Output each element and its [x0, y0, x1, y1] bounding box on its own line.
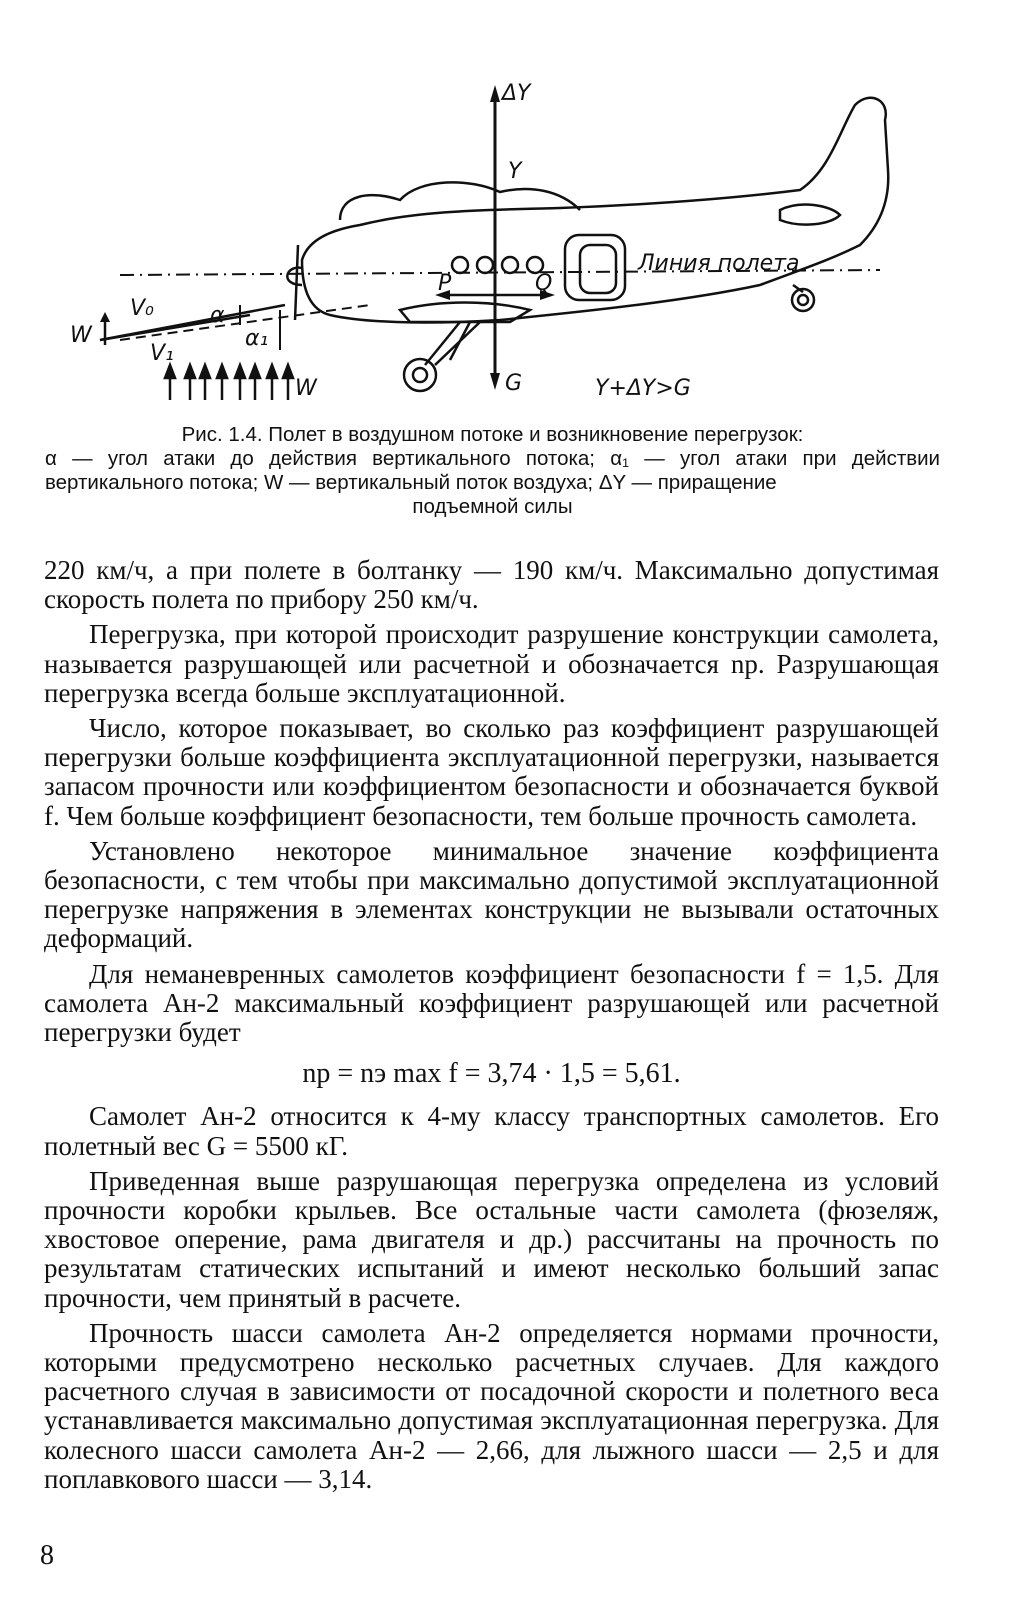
label-condition: Y+ΔY>G	[595, 376, 691, 401]
aircraft-figure	[40, 60, 980, 425]
label-w-left: W	[70, 323, 92, 348]
propeller	[287, 245, 302, 320]
paragraph: Для неманевренных самолетов коэффициент безопасности f = 1,5. Для самолета Ан-2 максимальный коэффициент разрушающей или расчетной перегрузки будет	[44, 958, 939, 1048]
caption-legend-end: подъемной силы	[412, 495, 573, 518]
paragraph: Установлено некоторое минимальное значение коэффициента безопасности, с тем чтобы при максимально допустимой эксплуатационной перегрузке напряжения в элементах конструкции не вызывали остаточных деформаций.	[44, 835, 939, 954]
label-p: P	[438, 271, 452, 296]
paragraph: Приведенная выше разрушающая перегрузка определена из условий прочности коробки крыльев. Все остальные части самолета (фюзеляж, хвостовое оперение, рама двигателя и др.) рассчитаны на прочность по результатам статических испытаний и имеют несколько больший запас прочности, чем принятый в расчете.	[44, 1165, 939, 1313]
paragraph: Самолет Ан-2 относится к 4-му классу транспортных самолетов. Его полетный вес G = 5500 кГ.	[44, 1101, 939, 1161]
body-text	[44, 556, 939, 1500]
aircraft-diagram	[40, 60, 980, 425]
page-number: 8	[40, 1540, 54, 1571]
label-v1: V₁	[150, 341, 174, 366]
label-y: Y	[508, 159, 522, 184]
main-gear	[425, 322, 480, 365]
paragraph: Перегрузка, при которой происходит разрушение конструкции самолета, называется разрушающей или расчетной и обозначается nр. Разрушающая перегрузка всегда больше эксплуатационной.	[44, 619, 939, 708]
tail-wheel	[792, 289, 814, 311]
label-v0: V₀	[130, 296, 154, 321]
paragraph: 220 км/ч, а при полете в болтанку — 190 км/ч. Максимально допустимая скорость полета по прибору 250 км/ч.	[44, 555, 939, 615]
label-alpha1: α₁	[245, 326, 269, 351]
figure-caption	[45, 423, 940, 519]
paragraph: Прочность шасси самолета Ан-2 определяется нормами прочности, которыми предусмотрено несколько расчетных случаев. Для каждого расчетного случая в зависимости от посадочной скорости и полетного веса устанавливается максимально допустимая эксплуатационная перегрузка. Для колесного шасси самолета Ан-2 — 2,66, для лыжного шасси — 2,5 и для поплавкового шасси — 3,14.	[44, 1317, 939, 1494]
formula: nр = nэ max f = 3,74 · 1,5 = 5,61.	[302, 1058, 681, 1090]
paragraph: Число, которое показывает, во сколько раз коэффициент разрушающей перегрузки больше коэффициента эксплуатационной перегрузки, называется запасом прочности или коэффициентом безопасности и обозначается буквой f. Чем больше коэффициент безопасности, тем больше прочность самолета.	[44, 713, 939, 831]
label-alpha: α	[210, 303, 225, 328]
label-q: Q	[535, 271, 553, 296]
label-w-bottom: W	[295, 376, 317, 401]
main-wheel	[404, 359, 436, 391]
label-delta-y: ΔY	[502, 81, 531, 106]
label-flight-line: Линия полета	[638, 251, 800, 276]
upper-wing	[340, 182, 580, 220]
label-g: G	[505, 371, 523, 396]
tail-stabilizer	[780, 205, 840, 225]
caption-title: Рис. 1.4. Полет в воздушном потоке и возникновение перегрузок:	[181, 423, 804, 446]
caption-legend: α — угол атаки до действия вертикального потока; α₁ — угол атаки при действии вертикального потока; W — вертикальный поток воздуха; ΔY — приращение	[45, 447, 940, 494]
